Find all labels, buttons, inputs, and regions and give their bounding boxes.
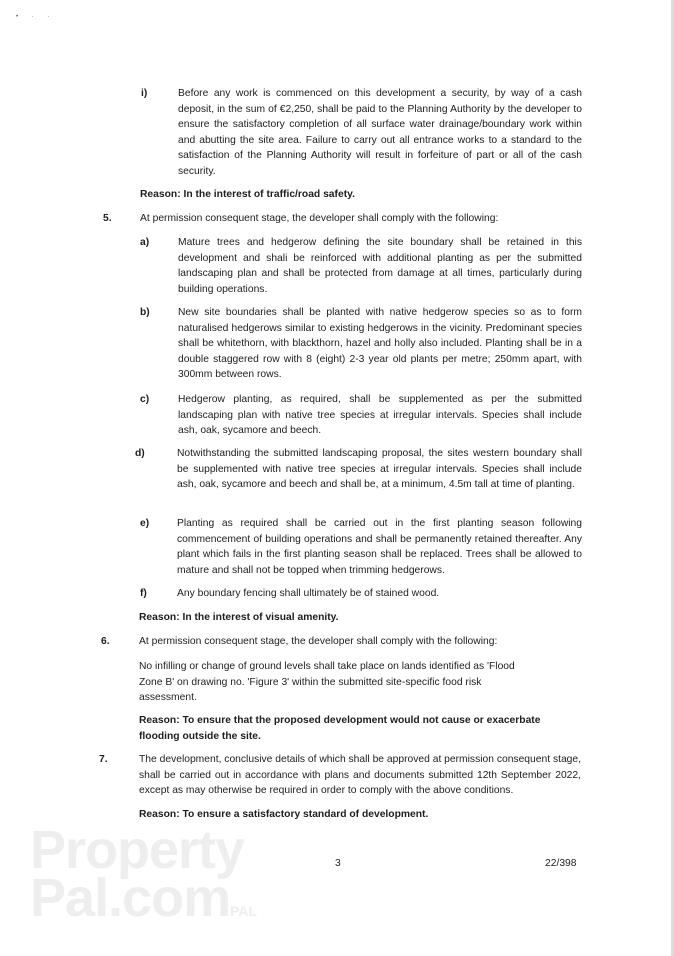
condition-6-number: 6. [101,636,110,647]
item-c-label: c) [140,394,150,405]
watermark-line-2 [30,868,258,935]
item-a-text: Mature trees and hedgerow defining the site boundary shall be retained in this development and shali be reinforced with additional planting as per the submitted landscaping plan and shall be protected from damage at all times, particularly during building operations. [178,237,582,295]
condition-6-text: No infilling or change of ground levels shall take place on lands identified as 'Flood Zone B' on drawing no. 'Figure 3' within the submitted site-specific food risk assessment. [139,661,515,704]
page-count: 22/398 [545,858,577,869]
condition-5-number: 5. [103,213,112,224]
item-d-text: Notwithstanding the submitted landscaping proposal, the sites western boundary shall be supplemented with native tree species at irregular intervals. Species shall include ash, oak, sycamore and beech and shall be, at a minimum, 4.5m tall at time of planting. [177,448,582,491]
item-a-label: a) [140,237,150,248]
item-f-label: f) [140,588,147,599]
scan-specks: • · · [16,14,56,20]
condition-7-text: The development, conclusive details of which shall be approved at permission consequent stage, shall be carried out in accordance with plans and documents submitted 12th September 2022, except as may otherwise be required in order to comply with the above conditions. [139,754,581,797]
watermark-suffix: PAL [230,903,258,919]
condition-7-number: 7. [99,754,108,765]
item-b-text: New site boundaries shall be planted with native hedgerow species so as to form naturalised hedgerows similar to existing hedgerows in the vicinity. Predominant species shall be whitethorn, with blackthorn, hazel and holly also included. Planting shall be in a double staggered row with 8 (eight) 2-3 year old plants per metre; 250mm apart, with 300mm between rows. [178,307,582,381]
item-f-text: Any boundary fencing shall ultimately be of stained wood. [177,588,440,599]
watermark-line-2-text: Pal.com [30,868,231,928]
condition-5-intro: At permission consequent stage, the developer shall comply with the following: [140,213,499,224]
item-e-label: e) [140,518,150,529]
reason-standard: Reason: To ensure a satisfactory standard of development. [139,809,429,820]
item-i-text: Before any work is commenced on this development a security, by way of a cash deposit, in the sum of €2,250, shall be paid to the Planning Authority by the developer to ensure the satisfactory completion of all surface water drainage/boundary work within and abutting the site area. Failure to carry out all entrance works to a standard to the satisfaction of the Planning Authority will result in forfeiture of part or all of the cash security. [178,88,582,177]
item-c-text: Hedgerow planting, as required, shall be supplemented as per the submitted landscaping plan with native tree species at irregular intervals. Species shall include ash, oak, sycamore and beech. [178,394,582,437]
reason-flooding: Reason: To ensure that the proposed development would not cause or exacerbate flooding outside the site. [139,715,541,742]
watermark-line-1: Property [30,820,245,880]
reason-traffic: Reason: In the interest of traffic/road safety. [140,189,355,200]
item-i-label: i) [141,88,148,99]
propertypal-watermark [30,820,258,935]
page-number: 3 [335,858,341,869]
item-e-text: Planting as required shall be carried out in the first planting season following commencement of building operations and shall be permanently retained thereafter. Any plant which fails in the first planting season shall be replaced. Trees shall be allowed to mature and shall not be topped when trimming hedgerows. [177,518,582,576]
item-b-label: b) [140,307,150,318]
reason-visual-amenity: Reason: In the interest of visual amenity. [139,612,339,623]
item-d-label: d) [135,448,145,459]
condition-6-intro: At permission consequent stage, the developer shall comply with the following: [139,636,498,647]
